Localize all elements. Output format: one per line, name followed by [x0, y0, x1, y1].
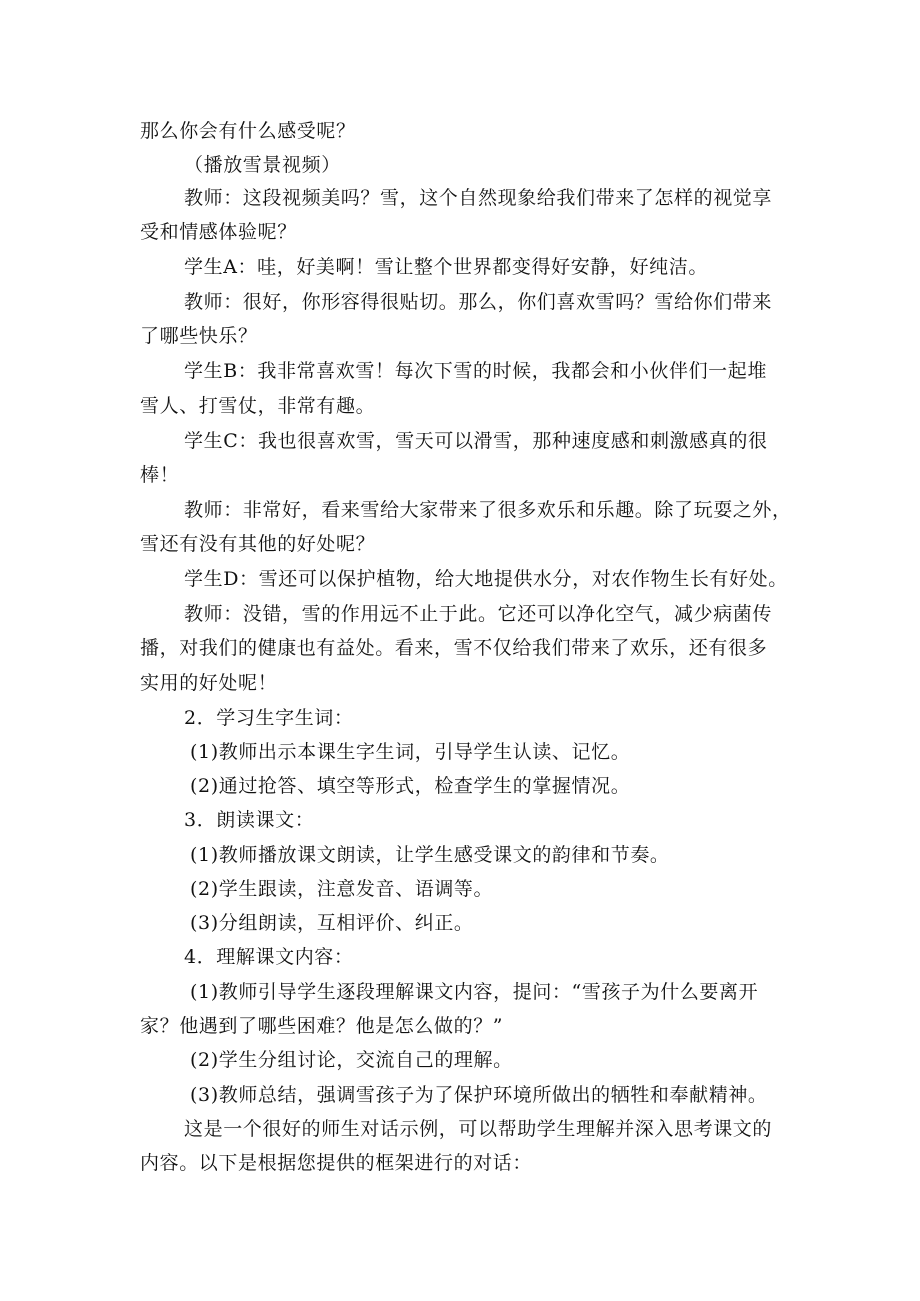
text-line: 教师：非常好，看来雪给大家带来了很多欢乐和乐趣。除了玩耍之外，: [184, 499, 792, 521]
text-line: 那么你会有什么感受呢？: [140, 120, 356, 142]
text-line: 学生C：我也很喜欢雪，雪天可以滑雪，那种速度感和刺激感真的很: [184, 430, 768, 452]
text-line: 棒！: [140, 464, 180, 486]
list-item: (2)通过抢答、填空等形式，检查学生的掌握情况。: [190, 775, 631, 797]
section-heading: 3．朗读课文：: [184, 809, 315, 831]
text-line: 播，对我们的健康也有益处。看来，雪不仅给我们带来了欢乐，还有很多: [140, 637, 768, 659]
section-heading: 2．学习生字生词：: [184, 707, 354, 729]
text-line: 雪人、打雪仗，非常有趣。: [140, 395, 376, 417]
text-line: 内容。以下是根据您提供的框架进行的对话：: [140, 1152, 533, 1174]
text-line: 学生A：哇，好美啊！雪让整个世界都变得好安静，好纯洁。: [184, 256, 708, 278]
text-line: 家？他遇到了哪些困难？他是怎么做的？”: [140, 1015, 504, 1037]
text-line: 这是一个很好的师生对话示例，可以帮助学生理解并深入思考课文的: [184, 1118, 773, 1140]
text-line: 实用的好处呢！: [140, 672, 278, 694]
text-line: 学生D：雪还可以保护植物，给大地提供水分，对农作物生长有好处。: [184, 568, 788, 590]
text-line: 教师：这段视频美吗？雪，这个自然现象给我们带来了怎样的视觉享: [184, 187, 773, 209]
list-item: (2)学生分组讨论，交流自己的理解。: [190, 1049, 513, 1071]
list-item: (1)教师引导学生逐段理解课文内容，提问：“雪孩子为什么要离开: [190, 981, 759, 1003]
text-line: 教师：很好，你形容得很贴切。那么，你们喜欢雪吗？雪给你们带来: [184, 291, 773, 313]
section-heading: 4．理解课文内容：: [184, 946, 354, 968]
list-item: (1)教师出示本课生字生词，引导学生认读、记忆。: [190, 741, 631, 763]
text-line: （播放雪景视频）: [184, 154, 341, 176]
text-line: 学生B：我非常喜欢雪！每次下雪的时候，我都会和小伙伴们一起堆: [184, 360, 767, 382]
list-item: (2)学生跟读，注意发音、语调等。: [190, 878, 494, 900]
text-line: 雪还有没有其他的好处呢？: [140, 533, 376, 555]
list-item: (3)分组朗读，互相评价、纠正。: [190, 912, 474, 934]
text-line: 受和情感体验呢？: [140, 221, 297, 243]
text-line: 了哪些快乐？: [140, 325, 258, 347]
list-item: (1)教师播放课文朗读，让学生感受课文的韵律和节奏。: [190, 844, 670, 866]
list-item: (3)教师总结，强调雪孩子为了保护环境所做出的牺牲和奉献精神。: [190, 1084, 768, 1106]
text-line: 教师：没错，雪的作用远不止于此。它还可以净化空气，减少病菌传: [184, 603, 773, 625]
